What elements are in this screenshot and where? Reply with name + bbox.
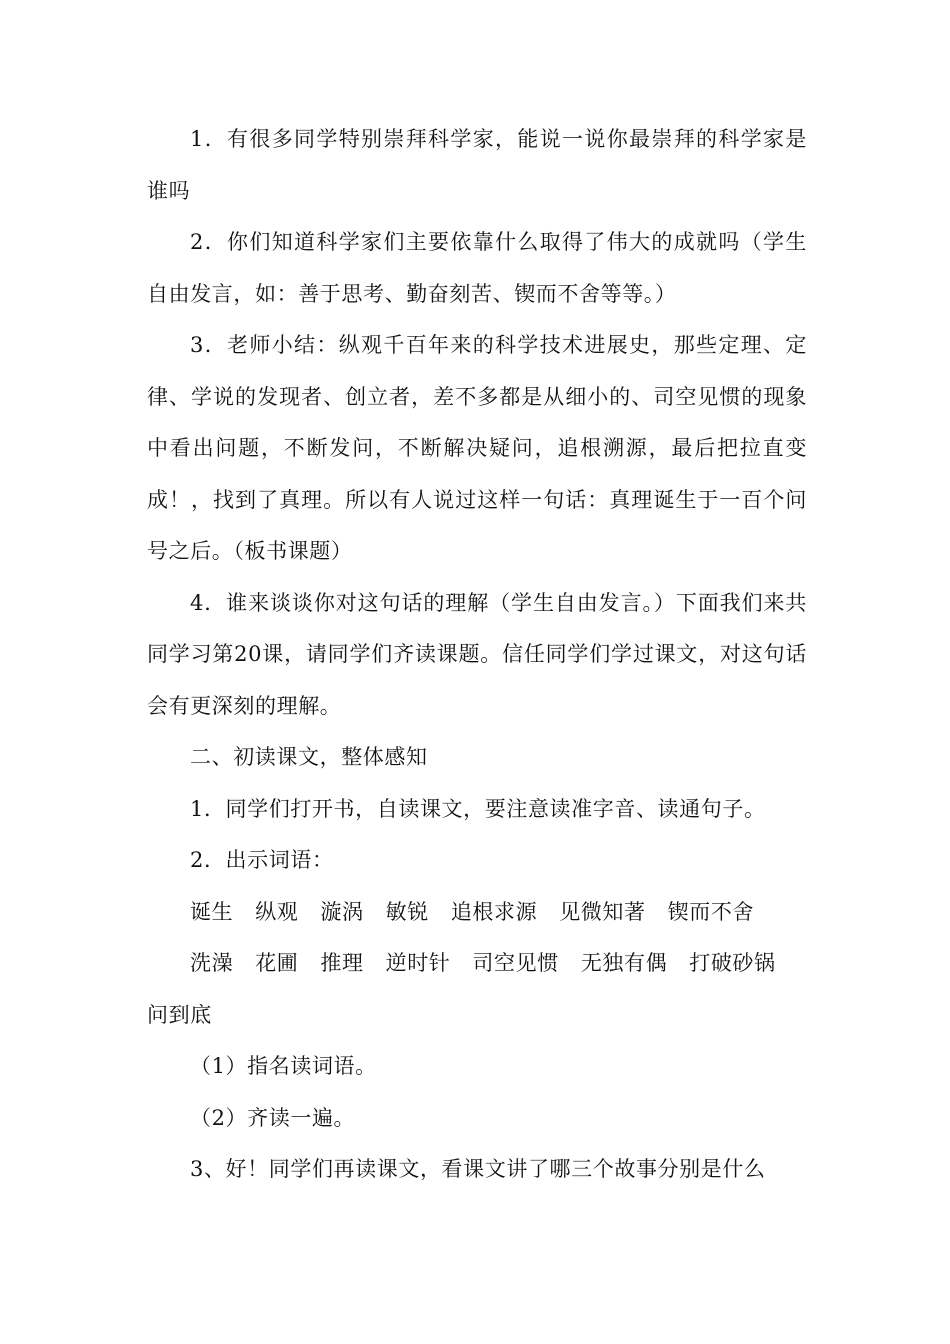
paragraph-sub-1: （1）指名读词语。 — [190, 1054, 377, 1078]
vocab-word: 漩涡 — [320, 899, 364, 924]
document-body — [147, 114, 807, 1196]
vocab-word: 追根求源 — [450, 899, 538, 924]
paragraph-sub-2: （2）齐读一遍。 — [190, 1105, 356, 1130]
vocab-word: 洗澡 — [190, 951, 234, 975]
paragraph-intro-1: 1．有很多同学特别崇拜科学家，能说一说你最崇拜的科学家是谁吗 — [147, 127, 807, 203]
paragraph-intro-4: 4．谁来谈谈你对这句话的理解（学生自由发言。）下面我们来共同学习第20课，请同学们齐读课题。信任同学们学过课文，对这句话会有更深刻的理解。 — [147, 590, 807, 718]
paragraph-step-3: 3、好！同学们再读课文，看课文讲了哪三个故事分别是什么 — [190, 1157, 766, 1181]
vocab-word: 打破砂锅 — [689, 951, 776, 975]
paragraph-step-2: 2．出示词语： — [190, 848, 334, 872]
vocab-word: 纵观 — [255, 899, 299, 924]
vocab-word: 诞生 — [190, 899, 234, 924]
vocab-word: 花圃 — [255, 951, 299, 975]
paragraph-intro-2: 2．你们知道科学家们主要依靠什么取得了伟大的成就吗（学生自由发言，如：善于思考、勤奋刻苦、锲而不舍等等。） — [147, 230, 807, 306]
vocab-row-1 — [147, 887, 807, 939]
vocab-word: 无独有偶 — [580, 951, 668, 975]
vocab-word: 司空见惯 — [472, 951, 559, 975]
vocab-word: 敏锐 — [385, 899, 429, 924]
section-heading: 二、初读课文，整体感知 — [190, 745, 428, 769]
paragraph-step-1: 1．同学们打开书，自读课文，要注意读准字音、读通句子。 — [190, 796, 766, 821]
vocab-word: 锲而不舍 — [667, 899, 755, 924]
vocab-word: 推理 — [320, 951, 364, 975]
vocab-row-2 — [147, 938, 807, 990]
vocab-row-2-continuation: 问到底 — [147, 1002, 212, 1027]
paragraph-teacher-summary: 3．老师小结：纵观千百年来的科学技术进展史，那些定理、定律、学说的发现者、创立者，差不多都是从细小的、司空见惯的现象中看出问题，不断发问，不断解决疑问，追根溯源，最后把拉直变成！，找到了真理。所以有人说过这样一句话：真理诞生于一百个问号之后。（板书课题） — [147, 333, 807, 563]
vocab-word: 逆时针 — [385, 951, 451, 975]
vocab-word: 见微知著 — [559, 899, 646, 924]
